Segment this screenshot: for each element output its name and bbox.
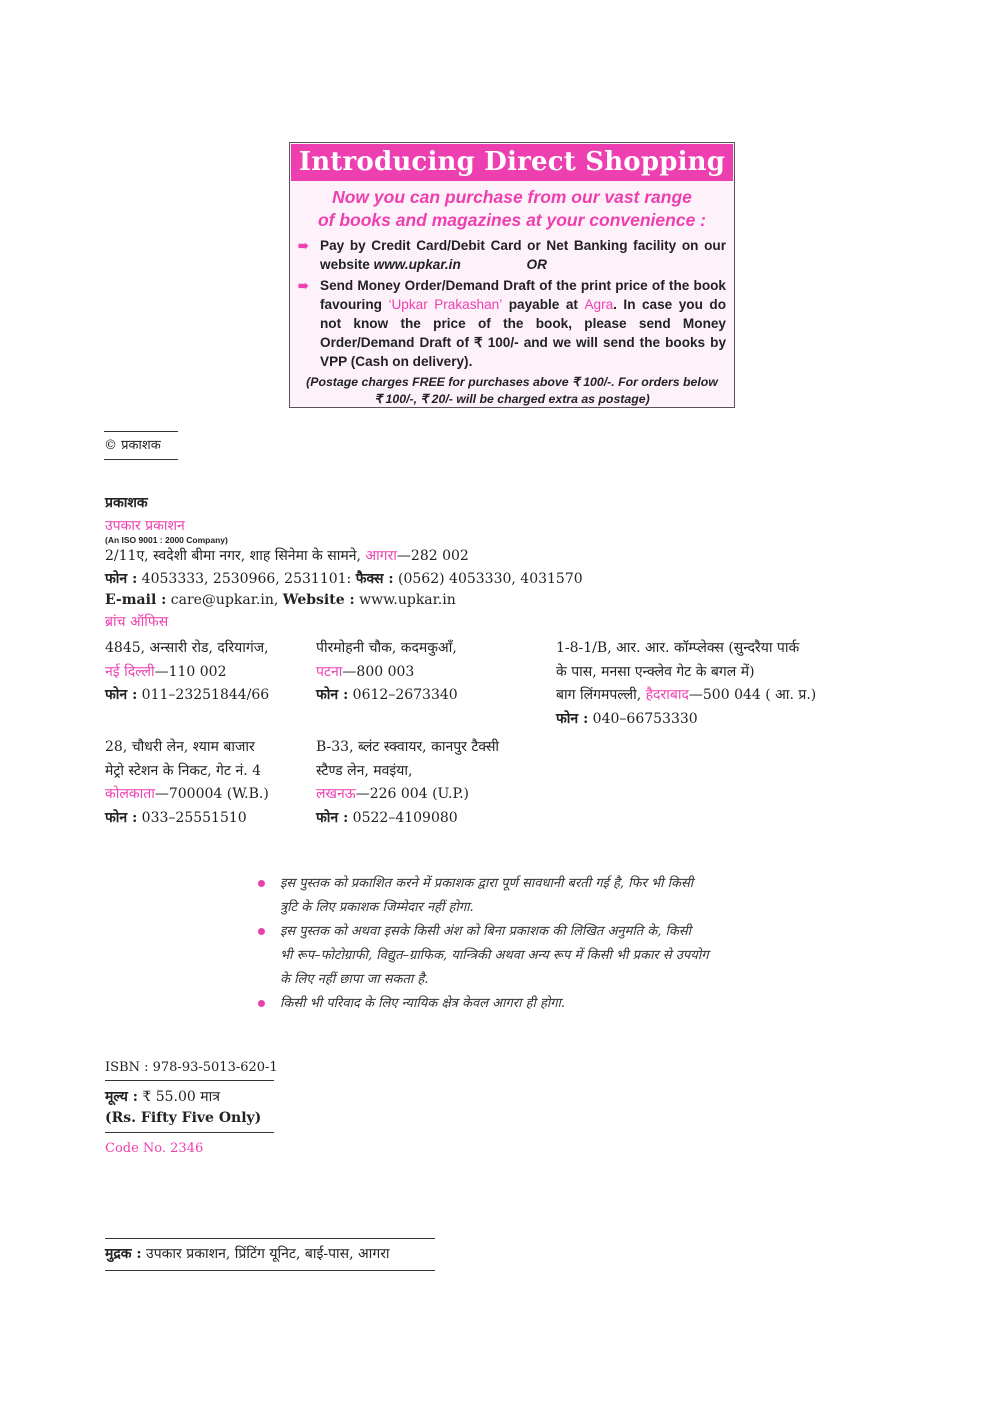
promo-subtitle-line1: Now you can purchase from our vast range (332, 187, 692, 207)
promo-note-line2: ₹ 100/-, ₹ 20/- will be charged extra as postage) (374, 392, 650, 406)
branch-phone: 0612–2673340 (348, 687, 458, 703)
promo-payee: ‘Upkar Prakashan’ (388, 297, 503, 312)
promo-note-line1: (Postage charges FREE for purchases above ₹ 100/-. For orders below (306, 375, 718, 389)
promo-note (290, 374, 734, 408)
printer (105, 1245, 390, 1263)
branch-address: पीरमोहनी चौक, कदमकुआँ, (316, 640, 457, 656)
branch-city: लखनऊ (316, 786, 356, 802)
branch-pin: —110 002 (154, 663, 227, 680)
address-text: 2/11ए, स्वदेशी बीमा नगर, शाह सिनेमा के सामने, (105, 548, 366, 564)
legal-notes (258, 872, 758, 1016)
branch-delhi (105, 637, 269, 708)
price-value: ₹ 55.00 मात्र (137, 1089, 221, 1105)
branch-phone: 033–25551510 (137, 809, 247, 826)
note-line: किसी भी परिवाद के लिए न्यायिक क्षेत्र केवल आगरा ही होगा. (280, 996, 566, 1011)
arrow-icon: ➠ (298, 278, 309, 293)
branch-patna (316, 637, 458, 708)
promo-subtitle (290, 186, 734, 232)
branch-address-2: के पास, मनसा एन्क्लेव गेट के बगल में) (556, 663, 755, 680)
price (105, 1088, 220, 1106)
bullet-icon (258, 880, 265, 887)
fax-value: (0562) 4053330, 4031570 (393, 571, 583, 587)
branch-phone-label: फोन : (316, 687, 349, 703)
bullet-icon (258, 928, 265, 935)
promo-subtitle-line2: of books and magazines at your convenience : (317, 210, 706, 230)
code-number: Code No. 2346 (105, 1141, 204, 1156)
publisher-name: उपकार प्रकाशन (105, 518, 185, 534)
branch-address: B-33, ब्लंट स्क्वायर, कानपुर टैक्सी (316, 739, 500, 755)
branch-phone-label: फोन : (105, 809, 138, 826)
bullet-icon (258, 1000, 265, 1007)
printer-label: मुद्रक : (105, 1246, 142, 1262)
promo-item-card (290, 236, 734, 274)
arrow-icon: ➠ (298, 238, 309, 253)
divider (105, 1080, 274, 1081)
price-words: (Rs. Fifty Five Only) (105, 1110, 262, 1126)
address-city: आगरा (365, 548, 397, 564)
note-line: भी रूप–फोटोग्राफी, विद्युत–ग्राफिक, यान्त्रिकी अथवा अन्य रूप में किसी भी प्रकार से उपयोग (280, 948, 709, 963)
copyright: © प्रकाशक (104, 431, 178, 460)
divider (105, 1238, 435, 1239)
branch-city: कोलकाता (105, 786, 155, 802)
branch-pin: —500 044 ( आ. प्र.) (688, 687, 817, 703)
branch-address: 28, चौधरी लेन, श्याम बाजार (105, 739, 255, 755)
branch-hyderabad (556, 637, 816, 731)
note-line: इस पुस्तक को प्रकाशित करने में प्रकाशक द्वारा पूर्ण सावधानी बरती गई है, फिर भी किसी (280, 876, 694, 891)
publisher-heading: प्रकाशक (105, 495, 148, 511)
branch-address: 4845, अन्सारी रोड, दरियागंज, (105, 640, 269, 656)
isbn: ISBN : 978-93-5013-620-1 (105, 1060, 278, 1075)
branch-phone: 040–66753330 (588, 710, 698, 727)
website-label: Website : (282, 592, 355, 608)
promo-title: Introducing Direct Shopping (291, 144, 733, 181)
branch-address-2: मेट्रो स्टेशन के निकट, गेट नं. 4 (105, 762, 262, 779)
promo-city: Agra (584, 297, 614, 312)
branch-pin: —700004 (W.B.) (154, 786, 269, 802)
branch-address: 1-8-1/B, आर. आर. कॉम्प्लेक्स (सुन्दरैया पार्क (556, 640, 800, 656)
divider (105, 1132, 274, 1133)
branch-pin: —800 003 (342, 663, 415, 680)
address-pin: —282 002 (396, 548, 469, 564)
branch-phone-label: फोन : (556, 710, 589, 727)
note-item (258, 992, 758, 1016)
branch-pin: —226 004 (U.P.) (355, 786, 469, 802)
branch-city: हैदराबाद (645, 687, 689, 703)
promo-item2-text-b: payable at (502, 297, 585, 312)
publisher-contact (105, 570, 583, 588)
fax-label: फैक्स : (355, 571, 394, 587)
note-item (258, 920, 758, 992)
note-line: के लिए नहीं छापा जा सकता है. (280, 972, 429, 987)
direct-shopping-box (289, 142, 735, 408)
branch-phone: 011–23251844/66 (137, 687, 270, 703)
website-value[interactable]: www.upkar.in (354, 592, 456, 608)
promo-item1-text: Pay by Credit Card/Debit Card or Net Banking facility on our website (320, 238, 726, 272)
promo-item2-text-a: Send Money Order/Demand Draft of the print price of the book favouring (320, 278, 726, 312)
branch-phone-label: फोन : (316, 809, 349, 826)
branch-address-2: स्टैण्ड लेन, मवइंया, (316, 762, 413, 779)
branch-phone: 0522–4109080 (348, 809, 458, 826)
branch-kolkata (105, 736, 269, 830)
promo-item2-text-c: . In case you do not know the price of the book, please send Money Order/Demand Draft of ₹ 100/- and we will send the books by VPP (Cash on delivery). (320, 297, 727, 369)
email-label: E-mail : (105, 592, 167, 608)
price-label: मूल्य : (105, 1089, 138, 1105)
divider (105, 1270, 435, 1271)
note-line: त्रुटि के लिए प्रकाशक जिम्मेदार नहीं होगा. (280, 900, 474, 915)
website-link[interactable]: www.upkar.in (373, 257, 461, 272)
branch-city: पटना (316, 663, 343, 680)
branch-lucknow (316, 736, 499, 830)
branch-phone-label: फोन : (105, 687, 138, 703)
publisher-address (105, 547, 469, 565)
branch-address-3: बाग लिंगमपल्ली, (556, 687, 646, 703)
email-value[interactable]: care@upkar.in, (166, 592, 283, 608)
promo-list (290, 236, 734, 371)
publisher-online (105, 591, 456, 609)
phone-value: 4053333, 2530966, 2531101: (137, 571, 356, 587)
printer-value: उपकार प्रकाशन, प्रिंटिंग यूनिट, बाई-पास, आगरा (141, 1246, 390, 1262)
promo-or: OR (526, 257, 547, 272)
phone-label: फोन : (105, 571, 138, 587)
branch-heading: ब्रांच ऑफिस (105, 614, 169, 630)
note-item (258, 872, 758, 920)
branch-city: नई दिल्ली (105, 663, 155, 680)
publisher-iso: (An ISO 9001 : 2000 Company) (105, 535, 228, 545)
promo-item-money-order (290, 276, 734, 371)
note-line: इस पुस्तक को अथवा इसके किसी अंश को बिना प्रकाशक की लिखित अनुमति के, किसी (280, 924, 692, 939)
